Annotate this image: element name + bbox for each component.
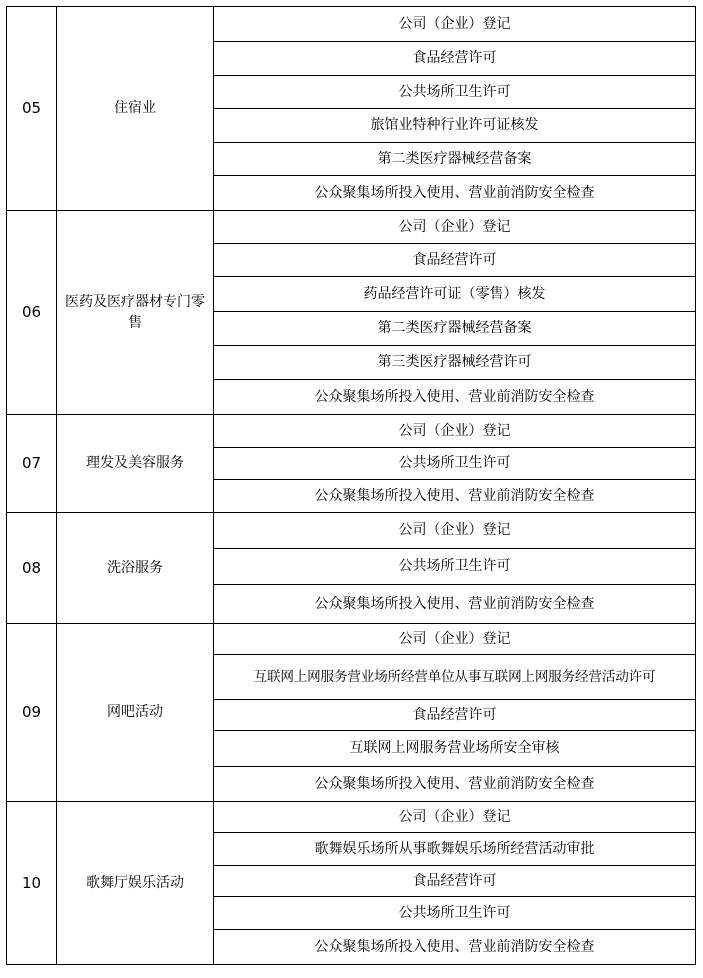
license-item: 公众聚集场所投入使用、营业前消防安全检查 bbox=[214, 480, 696, 513]
group-category: 洗浴服务 bbox=[57, 513, 214, 624]
table-row bbox=[7, 415, 696, 448]
license-item: 公共场所卫生许可 bbox=[214, 448, 696, 480]
license-item: 第二类医疗器械经营备案 bbox=[214, 143, 696, 176]
group-category bbox=[57, 211, 214, 415]
table-row bbox=[7, 624, 696, 655]
table-row bbox=[7, 802, 696, 833]
license-item: 旅馆业特种行业许可证核发 bbox=[214, 109, 696, 143]
group-category: 住宿业 bbox=[57, 7, 214, 211]
license-item: 公共场所卫生许可 bbox=[214, 897, 696, 930]
group-number: 06 bbox=[7, 211, 57, 415]
license-item: 公司（企业）登记 bbox=[214, 415, 696, 448]
license-item: 公司（企业）登记 bbox=[214, 513, 696, 549]
table-row bbox=[7, 513, 696, 549]
table-row bbox=[7, 7, 696, 42]
license-item: 食品经营许可 bbox=[214, 244, 696, 277]
license-item: 第二类医疗器械经营备案 bbox=[214, 312, 696, 346]
group-category: 歌舞厅娱乐活动 bbox=[57, 802, 214, 965]
group-number: 10 bbox=[7, 802, 57, 965]
license-item: 食品经营许可 bbox=[214, 42, 696, 76]
license-item: 公司（企业）登记 bbox=[214, 211, 696, 244]
license-item: 公众聚集场所投入使用、营业前消防安全检查 bbox=[214, 585, 696, 624]
license-item: 公众聚集场所投入使用、营业前消防安全检查 bbox=[214, 767, 696, 802]
license-item: 互联网上网服务营业场所安全审核 bbox=[214, 731, 696, 767]
group-number: 07 bbox=[7, 415, 57, 513]
license-item: 食品经营许可 bbox=[214, 866, 696, 897]
license-item: 公众聚集场所投入使用、营业前消防安全检查 bbox=[214, 380, 696, 415]
group-number: 09 bbox=[7, 624, 57, 802]
license-item: 药品经营许可证（零售）核发 bbox=[214, 277, 696, 312]
license-item: 第三类医疗器械经营许可 bbox=[214, 346, 696, 380]
license-item: 公众聚集场所投入使用、营业前消防安全检查 bbox=[214, 930, 696, 965]
license-item: 公共场所卫生许可 bbox=[214, 549, 696, 585]
license-item: 互联网上网服务营业场所经营单位从事互联网上网服务经营活动许可 bbox=[214, 655, 696, 700]
license-item: 公司（企业）登记 bbox=[214, 802, 696, 833]
group-category: 理发及美容服务 bbox=[57, 415, 214, 513]
group-category: 网吧活动 bbox=[57, 624, 214, 802]
group-number: 08 bbox=[7, 513, 57, 624]
license-item: 歌舞娱乐场所从事歌舞娱乐场所经营活动审批 bbox=[214, 833, 696, 866]
group-number: 05 bbox=[7, 7, 57, 211]
licensing-table bbox=[6, 6, 696, 965]
license-item: 食品经营许可 bbox=[214, 700, 696, 731]
table-row bbox=[7, 211, 696, 244]
license-item: 公司（企业）登记 bbox=[214, 624, 696, 655]
license-item: 公司（企业）登记 bbox=[214, 7, 696, 42]
license-item: 公共场所卫生许可 bbox=[214, 76, 696, 109]
group-category-text: 医药及医疗器材专门零售 bbox=[65, 293, 205, 331]
license-item: 公众聚集场所投入使用、营业前消防安全检查 bbox=[214, 176, 696, 211]
